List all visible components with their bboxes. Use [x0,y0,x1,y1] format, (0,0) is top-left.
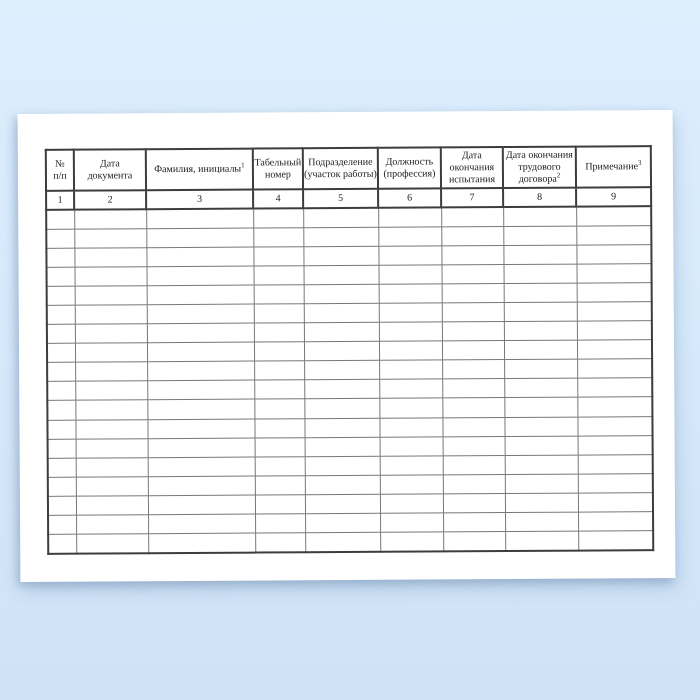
table-body [46,206,653,553]
empty-cell [147,323,254,343]
empty-cell [254,266,304,285]
empty-cell [305,456,380,476]
empty-cell [75,419,147,439]
empty-cell [148,495,255,515]
empty-cell [577,263,652,283]
column-header-9: Примечание$^3$ [576,146,651,187]
empty-cell [578,473,653,493]
empty-cell [76,477,148,497]
empty-cell [47,343,75,362]
empty-cell [442,398,504,417]
empty-cell [305,532,380,552]
column-number-7: 7 [441,188,503,207]
column-number-8: 8 [503,188,576,207]
empty-cell [254,380,304,399]
footnote-marker: 1 [241,160,245,169]
empty-cell [504,417,577,437]
empty-cell [442,264,504,283]
empty-cell [380,475,443,494]
empty-cell [76,515,148,535]
empty-cell [48,439,76,458]
column-number-3: 3 [146,190,253,210]
empty-cell [74,247,146,267]
column-header-1: № п/п [46,150,74,191]
empty-cell [505,512,578,532]
empty-cell [379,417,442,436]
empty-cell [305,513,380,533]
empty-cell [379,379,442,398]
empty-cell [504,340,577,360]
empty-cell [304,322,379,342]
empty-cell [76,496,148,516]
empty-cell [255,495,305,514]
empty-cell [577,397,652,417]
empty-cell [380,494,443,513]
empty-cell [75,286,147,306]
empty-cell [504,398,577,418]
empty-cell [443,532,505,551]
empty-cell [304,284,379,304]
empty-cell [577,416,652,436]
empty-cell [47,324,75,343]
empty-cell [75,324,147,344]
empty-cell [442,360,504,379]
table-head [46,146,651,210]
empty-cell [47,286,75,305]
column-header-5: Подразделение (участок работы) [303,148,378,189]
empty-cell [577,378,652,398]
empty-cell [504,378,577,398]
empty-cell [46,248,74,267]
empty-cell [577,321,652,341]
empty-cell [379,341,442,360]
table-row [48,531,653,554]
empty-cell [146,209,253,229]
empty-cell [503,207,576,227]
empty-cell [46,229,74,248]
empty-cell [147,361,254,381]
empty-cell [576,244,651,264]
empty-cell [254,399,304,418]
empty-cell [47,362,75,381]
empty-cell [147,285,254,305]
empty-cell [441,226,503,245]
empty-cell [378,227,441,246]
column-number-4: 4 [253,189,303,208]
empty-cell [47,382,75,401]
empty-cell [254,361,304,380]
empty-cell [578,531,653,551]
empty-cell [304,265,379,285]
empty-cell [379,398,442,417]
column-header-4: Табельный номер [253,148,303,189]
empty-cell [305,475,380,495]
header-row [46,146,651,191]
empty-cell [47,401,75,420]
empty-cell [505,455,578,475]
empty-cell [148,476,255,496]
empty-cell [148,438,255,458]
empty-cell [441,207,503,226]
empty-cell [577,359,652,379]
column-number-5: 5 [303,189,378,208]
empty-cell [148,457,255,477]
empty-cell [75,362,147,382]
empty-cell [304,341,379,361]
footnote-marker: 2 [556,170,561,179]
empty-cell [504,359,577,379]
empty-cell [442,341,504,360]
empty-cell [503,245,576,265]
empty-cell [303,208,378,228]
empty-cell [148,533,255,553]
empty-cell [48,534,76,553]
empty-cell [255,476,305,495]
empty-cell [441,245,503,264]
empty-cell [305,494,380,514]
empty-cell [504,264,577,284]
empty-cell [304,303,379,323]
empty-cell [75,381,147,401]
empty-cell [442,379,504,398]
column-header-8: Дата окончания трудового договора$^2$ [503,147,576,188]
empty-cell [380,532,443,551]
empty-cell [47,305,75,324]
empty-cell [255,437,305,456]
empty-cell [504,302,577,322]
empty-cell [76,534,148,554]
empty-cell [505,436,578,456]
column-header-3: Фамилия, инициалы$^1$ [146,149,253,191]
empty-cell [255,456,305,475]
empty-cell [48,477,76,496]
column-header-7: Дата окончания испытания [441,147,503,188]
registration-form-table [45,145,654,554]
empty-cell [254,323,304,342]
empty-cell [443,455,505,474]
empty-cell [304,361,379,381]
empty-cell [443,474,505,493]
document-sheet [18,110,676,582]
empty-cell [442,303,504,322]
empty-cell [47,420,75,439]
column-header-2: Дата документа [74,149,146,190]
empty-cell [442,322,504,341]
empty-cell [576,225,651,245]
empty-cell [75,305,147,325]
empty-cell [48,496,76,515]
empty-cell [380,513,443,532]
empty-cell [255,533,305,552]
empty-cell [303,227,378,247]
empty-cell [75,267,147,287]
empty-cell [74,228,146,248]
empty-cell [443,436,505,455]
column-header-6: Должность (профессия) [378,147,441,188]
column-number-2: 2 [74,190,146,209]
empty-cell [303,246,378,266]
empty-cell [253,227,303,246]
empty-cell [254,342,304,361]
empty-cell [505,474,578,494]
empty-cell [578,435,653,455]
empty-cell [48,458,76,477]
empty-cell [75,400,147,420]
empty-cell [147,342,254,362]
empty-cell [503,226,576,246]
empty-cell [304,418,379,438]
empty-cell [76,438,148,458]
empty-cell [442,417,504,436]
empty-cell [254,304,304,323]
empty-cell [147,400,254,420]
empty-cell [578,454,653,474]
empty-cell [378,246,441,265]
column-number-6: 6 [378,188,441,207]
empty-cell [76,457,148,477]
empty-cell [504,283,577,303]
empty-cell [380,456,443,475]
empty-cell [504,321,577,341]
empty-cell [578,512,653,532]
empty-cell [147,419,254,439]
empty-cell [576,206,651,226]
empty-cell [253,246,303,265]
empty-cell [305,437,380,457]
empty-cell [148,514,255,534]
footnote-marker: 3 [637,158,642,167]
empty-cell [577,302,652,322]
empty-cell [147,304,254,324]
empty-cell [255,514,305,533]
column-number-1: 1 [46,191,74,210]
empty-cell [577,340,652,360]
empty-cell [578,493,653,513]
empty-cell [505,531,578,551]
empty-cell [378,207,441,226]
empty-cell [46,210,74,229]
empty-cell [304,399,379,419]
empty-cell [443,513,505,532]
empty-cell [577,283,652,303]
empty-cell [254,285,304,304]
empty-cell [443,493,505,512]
empty-cell [75,343,147,363]
empty-cell [380,437,443,456]
empty-cell [48,515,76,534]
empty-cell [147,380,254,400]
empty-cell [379,303,442,322]
empty-cell [253,208,303,227]
empty-cell [379,360,442,379]
empty-cell [379,284,442,303]
empty-cell [379,322,442,341]
empty-cell [379,265,442,284]
column-number-9: 9 [576,187,651,206]
empty-cell [147,266,254,286]
empty-cell [254,418,304,437]
empty-cell [74,209,146,229]
empty-cell [442,283,504,302]
empty-cell [505,493,578,513]
empty-cell [146,247,253,267]
empty-cell [47,267,75,286]
empty-cell [146,228,253,248]
empty-cell [304,380,379,400]
